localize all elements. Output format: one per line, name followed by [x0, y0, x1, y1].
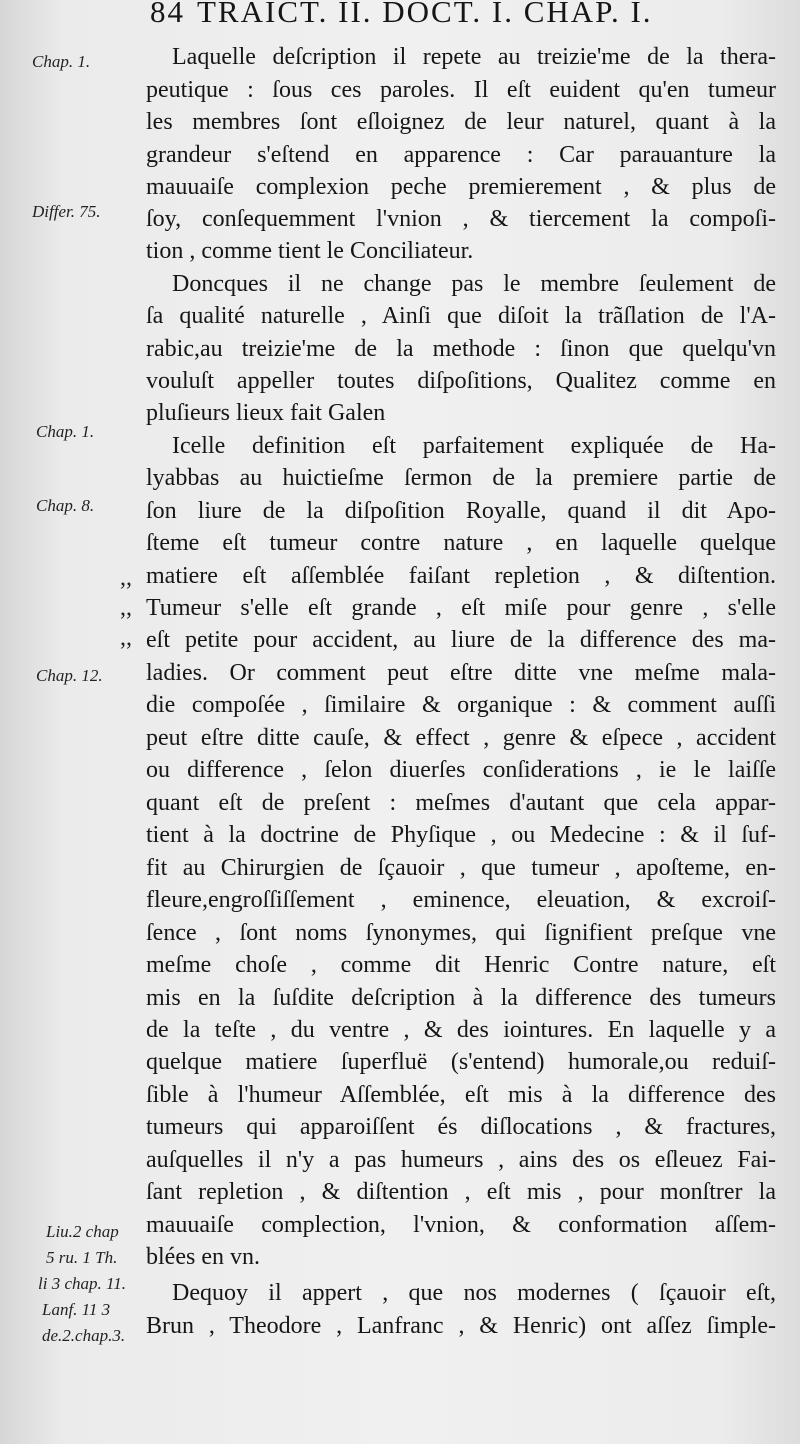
running-title: TRAICT. II. DOCT. I. CHAP. I. — [197, 0, 653, 29]
text-line: matiere eſt aſſemblée faiſant repletion , & diſtention. — [146, 563, 776, 589]
text-line: Icelle definition eſt parfaitement expliquée de Ha- — [172, 433, 776, 459]
text-line: ladies. Or comment peut eſtre ditte vne meſme mala- — [146, 660, 776, 686]
text-line: peut eſtre ditte cauſe, & effect , genre & eſpece , accident — [146, 725, 776, 751]
text-line: ſoy, conſequemment l'vnion , & tiercement la compoſi- — [146, 206, 776, 232]
text-line: auſquelles il n'y a pas humeurs , ains des os eſleuez Fai- — [146, 1147, 776, 1173]
text-line: Brun , Theodore , Lanfranc , & Henric) ont aſſez ſimple- — [146, 1313, 776, 1339]
text-line: ſteme eſt tumeur contre nature , en laquelle quelque — [146, 530, 776, 556]
text-line: ſon liure de la diſpoſition Royalle, quand il dit Apo- — [146, 498, 776, 524]
text-line: mauuaiſe complection, l'vnion, & conformation aſſem- — [146, 1212, 776, 1238]
text-line: pluſieurs lieux fait Galen — [146, 400, 386, 426]
text-line: quelque matiere ſuperfluë (s'entend) humorale,ou reduiſ- — [146, 1049, 776, 1075]
quote-mark: ,, — [120, 595, 132, 621]
quote-mark: ,, — [120, 565, 132, 591]
margin-note: Chap. 1. — [32, 52, 91, 71]
text-line: fleure,engroſſiſſement , eminence, eleuation, & excroiſ- — [146, 887, 776, 913]
text-line: Doncques il ne change pas le membre ſeulement de — [172, 271, 776, 297]
text-line: fit au Chirurgien de ſçauoir , que tumeur , apoſteme, en- — [146, 855, 776, 881]
text-line: meſme choſe , comme dit Henric Contre nature, eſt — [146, 952, 776, 978]
text-line: rabic,au treizie'me de la methode : ſinon que quelqu'vn — [146, 336, 776, 362]
margin-note: li 3 chap. 11. — [38, 1274, 126, 1293]
text-line: tient à la doctrine de Phyſique , ou Medecine : & il ſuf- — [146, 822, 776, 848]
text-line: Tumeur s'elle eſt grande , eſt miſe pour genre , s'elle — [146, 595, 776, 621]
text-line: die compoſée , ſimilaire & organique : & comment auſſi — [146, 692, 776, 718]
margin-note: Chap. 12. — [36, 666, 103, 685]
quote-mark: ,, — [120, 625, 132, 651]
margin-note: Differ. 75. — [32, 202, 101, 221]
margin-note: Chap. 1. — [36, 422, 95, 441]
text-line: lyabbas au huictieſme ſermon de la premiere partie de — [146, 465, 776, 491]
text-line: ſant repletion , & diſtention , eſt mis , pour monſtrer la — [146, 1179, 776, 1205]
text-line: Laquelle deſcription il repete au treizie'me de la thera- — [172, 44, 776, 70]
text-line: de la teſte , du ventre , & des iointures. En laquelle y a — [146, 1017, 776, 1043]
text-line: Dequoy il appert , que nos modernes ( ſçauoir eſt, — [172, 1280, 776, 1306]
margin-note: 5 ru. 1 Th. — [46, 1248, 118, 1267]
text-line: vouluſt appeller toutes diſpoſitions, Qualitez comme en — [146, 368, 776, 394]
margin-note: Lanf. 11 3 — [42, 1300, 111, 1319]
text-line: mis en la ſuſdite deſcription à la difference des tumeurs — [146, 985, 776, 1011]
text-line: blées en vn. — [146, 1244, 260, 1270]
page-number: 84 — [150, 0, 185, 29]
text-line: tion , comme tient le Conciliateur. — [146, 238, 474, 264]
text-line: les membres ſont eſloignez de leur naturel, quant à la — [146, 109, 776, 135]
margin-note: Chap. 8. — [36, 496, 95, 515]
text-line: tumeurs qui apparoiſſent és diſlocations , & fractures, — [146, 1114, 776, 1140]
text-line: eſt petite pour accident, au liure de la difference des ma- — [146, 627, 776, 653]
margin-note: de.2.chap.3. — [42, 1326, 126, 1345]
text-line: grandeur s'eſtend en apparence : Car parauanture la — [146, 142, 776, 168]
text-line: ſible à l'humeur Aſſemblée, eſt mis à la difference des — [146, 1082, 776, 1108]
margin-note: Liu.2 chap — [46, 1222, 119, 1241]
text-line: peutique : ſous ces paroles. Il eſt euident qu'en tumeur — [146, 77, 776, 103]
text-line: ſence , ſont noms ſynonymes, qui ſignifient preſque vne — [146, 920, 776, 946]
running-header — [150, 0, 790, 28]
text-line: ſa qualité naturelle , Ainſi que diſoit la trãſlation de l'A- — [146, 303, 776, 329]
text-line: ou difference , ſelon diuerſes conſiderations , ie le laiſſe — [146, 757, 776, 783]
text-line: mauuaiſe complexion peche premierement , & plus de — [146, 174, 776, 200]
text-line: quant eſt de preſent : meſmes d'autant que cela appar- — [146, 790, 776, 816]
